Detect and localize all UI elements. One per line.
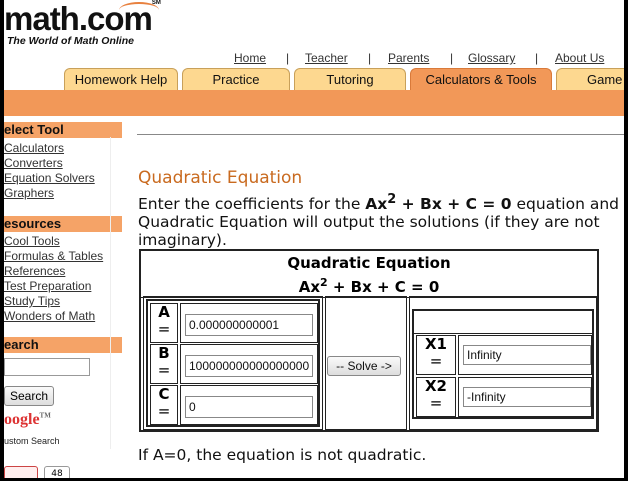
- coef-c-letter: C: [158, 385, 170, 403]
- google-tm: TM: [39, 411, 51, 420]
- intro-formula-rest: + Bx + C = 0: [396, 195, 512, 214]
- x1-letter: X1: [424, 335, 447, 353]
- coef-b-letter: B: [158, 344, 170, 362]
- coef-c-label: [150, 385, 178, 425]
- sidebar-heading-search: earch: [4, 337, 122, 353]
- tab-practice[interactable]: Practice: [182, 68, 290, 90]
- site-tagline: The World of Math Online: [7, 35, 134, 47]
- google-logo: [4, 411, 51, 429]
- custom-search-label: ustom Search: [4, 436, 60, 446]
- sidebar-search-input[interactable]: [4, 358, 90, 376]
- inputs-cell: [143, 296, 323, 430]
- solve-button[interactable]: -- Solve ->: [327, 356, 401, 376]
- separator: |: [368, 51, 372, 65]
- intro-formula-a: Ax: [365, 195, 388, 214]
- intro-text-after: equation and Quadratic Equation will output the solutions (if they are not imaginary).: [138, 195, 619, 250]
- equals-sign: =: [157, 361, 171, 379]
- coef-c-input[interactable]: 0: [185, 396, 313, 418]
- site-logo[interactable]: [4, 0, 161, 47]
- sidebar-heading-select-tool: elect Tool: [4, 122, 122, 138]
- intro-text-before: Enter the coefficients for the: [138, 195, 366, 214]
- tab-homework-help[interactable]: Homework Help: [64, 68, 178, 90]
- sidebar-link-cool-tools[interactable]: Cool Tools: [4, 234, 60, 248]
- intro-formula: [365, 192, 512, 214]
- top-link-glossary[interactable]: Glossary: [468, 51, 516, 65]
- top-link-parents[interactable]: Parents: [388, 51, 430, 65]
- google-logo-text: oogle: [4, 411, 40, 428]
- x2-output[interactable]: -Infinity: [463, 387, 591, 407]
- sidebar-link-calculators[interactable]: Calculators: [4, 141, 65, 155]
- coef-a-input[interactable]: 0.000000000001: [185, 314, 313, 336]
- top-links: [4, 51, 624, 65]
- page-title: Quadratic Equation: [138, 168, 303, 188]
- equals-sign: =: [157, 402, 171, 420]
- coef-a-label: [150, 303, 178, 343]
- nav-bar: [4, 90, 624, 116]
- tab-games[interactable]: Game: [556, 68, 624, 90]
- footnote: If A=0, the equation is not quadratic.: [138, 446, 427, 464]
- x2-cell: [458, 377, 592, 417]
- outputs-cell: [409, 296, 597, 430]
- coef-b-cell: [180, 344, 318, 384]
- sidebar-divider: [110, 137, 111, 449]
- tab-calculators-tools[interactable]: Calculators & Tools: [410, 68, 552, 90]
- coef-b-label: [150, 344, 178, 384]
- sidebar-link-graphers[interactable]: Graphers: [4, 186, 55, 200]
- table-formula: [141, 273, 597, 297]
- sidebar-search-button[interactable]: Search: [4, 386, 54, 406]
- sidebar-link-test-preparation[interactable]: Test Preparation: [4, 279, 92, 293]
- intro-text: [138, 191, 622, 249]
- sidebar-heading-resources: esources: [4, 216, 122, 232]
- sidebar-link-formulas-tables[interactable]: Formulas & Tables: [4, 249, 104, 263]
- content-divider: [137, 134, 624, 135]
- outputs-header-row: [414, 311, 592, 334]
- x2-letter: X2: [424, 377, 447, 395]
- x1-cell: [458, 335, 592, 375]
- sidebar-link-equation-solvers[interactable]: Equation Solvers: [4, 171, 95, 185]
- separator: |: [286, 51, 290, 65]
- page: [4, 0, 624, 478]
- coef-a-cell: [180, 303, 318, 343]
- share-count: 48: [44, 466, 70, 478]
- quadratic-calculator-table: [139, 249, 599, 432]
- sidebar-link-study-tips[interactable]: Study Tips: [4, 294, 61, 308]
- intro-formula-sup: 2: [387, 192, 397, 207]
- main-nav-tabs: [4, 68, 624, 90]
- table-title: Quadratic Equation: [287, 254, 451, 272]
- equals-sign: =: [429, 352, 443, 370]
- coef-b-input[interactable]: 100000000000000000: [185, 355, 313, 377]
- coef-c-cell: [180, 385, 318, 425]
- sidebar-link-converters[interactable]: Converters: [4, 156, 63, 170]
- equals-sign: =: [429, 394, 443, 412]
- sidebar-link-wonders-of-math[interactable]: Wonders of Math: [4, 309, 96, 323]
- tab-tutoring[interactable]: Tutoring: [294, 68, 406, 90]
- top-link-about-us[interactable]: About Us: [555, 51, 605, 65]
- coef-a-letter: A: [158, 303, 170, 321]
- solution-outputs: [412, 309, 594, 419]
- x1-label: [416, 335, 456, 375]
- top-link-home[interactable]: Home: [234, 51, 267, 65]
- share-button[interactable]: [4, 466, 38, 478]
- table-header: [141, 251, 597, 298]
- coefficient-inputs: [146, 299, 320, 427]
- separator: |: [450, 51, 454, 65]
- separator: |: [535, 51, 539, 65]
- x1-output[interactable]: Infinity: [463, 345, 591, 365]
- table-formula-rest: + Bx + C = 0: [327, 278, 440, 296]
- top-link-teacher[interactable]: Teacher: [305, 51, 348, 65]
- sidebar-link-references[interactable]: References: [4, 264, 66, 278]
- equals-sign: =: [157, 320, 171, 338]
- table-formula-sup: 2: [320, 276, 328, 289]
- table-formula-a: Ax: [298, 278, 321, 296]
- x2-label: [416, 377, 456, 417]
- logo-text: math.com: [4, 0, 152, 37]
- logo-mark: SM: [151, 0, 161, 6]
